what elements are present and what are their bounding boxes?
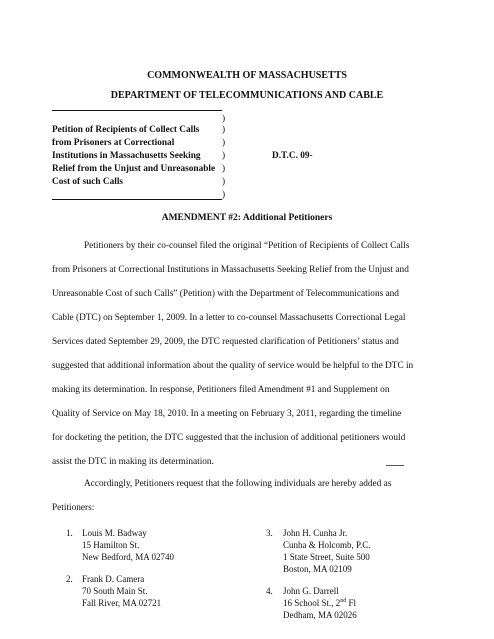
petitioner-city: Dedham, MA 02026 (283, 610, 357, 620)
petitioner-address (283, 598, 356, 609)
stray-mark (386, 465, 404, 466)
paragraph-line: for docketing the petition, the DTC suggested that the inclusion of additional petitioners would (52, 433, 406, 443)
caption-line: from Prisoners at Correctional (52, 138, 175, 148)
petitioner-address: 70 South Main St. (82, 586, 148, 596)
petitioner-city: Boston, MA 02109 (283, 564, 352, 574)
petitioner-city: Fall River, MA 02721 (82, 598, 162, 608)
petitioner-city: New Bedford, MA 02740 (82, 552, 174, 562)
petitioner-name: Louis M. Badway (82, 528, 147, 538)
paragraph-line: Cable (DTC) on September 1, 2009. In a letter to co-counsel Massachusetts Correctional Legal (52, 313, 406, 323)
petitioner-name: John H. Cunha Jr. (283, 528, 348, 538)
petitioner-name: John G. Darrell (283, 586, 339, 596)
caption-paren: ) (222, 164, 226, 174)
paragraph-line: from Prisoners at Correctional Institutions in Massachusetts Seeking Relief from the Unjust and (52, 265, 409, 275)
paragraph-line: assist the DTC in making its determination. (52, 457, 214, 467)
list-number: 3. (266, 528, 273, 538)
caption-line: Cost of such Calls (52, 177, 124, 187)
paragraph-line: Petitioners: (52, 503, 95, 513)
caption-paren: ) (222, 125, 226, 135)
document-title: AMENDMENT #2: Additional Petitioners (161, 213, 333, 223)
list-number: 4. (266, 586, 273, 596)
paragraph-line: Accordingly, Petitioners request that the following individuals are hereby added as (84, 479, 392, 489)
caption-paren: ) (222, 138, 226, 148)
caption-line: Petition of Recipients of Collect Calls (52, 125, 200, 135)
heading-commonwealth: COMMONWEALTH OF MASSACHUSETTS (147, 70, 347, 81)
list-number: 2. (66, 574, 73, 584)
caption-line: Relief from the Unjust and Unreasonable (52, 164, 216, 174)
paragraph-line: suggested that additional information about the quality of service would be helpful to the DTC in (52, 361, 414, 371)
paragraph-line: Quality of Service on May 18, 2010. In a meeting on February 3, 2011, regarding the timeline (52, 409, 402, 419)
caption-line: Institutions in Massachusetts Seeking (52, 151, 201, 161)
caption-bottom-rule (52, 199, 222, 200)
paragraph-line: Unreasonable Cost of such Calls” (Petition) with the Department of Telecommunications and (52, 289, 399, 299)
caption-top-rule (52, 110, 222, 111)
petitioner-firm: Cunha & Holcomb, P.C. (283, 540, 371, 550)
petitioner-address: 1 State Street, Suite 500 (283, 552, 370, 562)
ordinal-suffix: nd (340, 598, 347, 604)
petitioner-address: 15 Hamilton St. (82, 540, 140, 550)
caption-paren: ) (222, 114, 226, 124)
address-text: 16 School St., 2 (283, 598, 341, 608)
caption-paren: ) (222, 190, 226, 200)
caption-paren: ) (222, 177, 226, 187)
paragraph-line: Petitioners by their co-counsel filed the original “Petition of Recipients of Collect Calls (84, 241, 410, 251)
floor-text: Fl (346, 598, 357, 608)
list-number: 1. (66, 528, 73, 538)
paragraph-line: making its determination. In response, Petitioners filed Amendment #1 and Supplement on (52, 385, 390, 395)
caption-paren: ) (222, 151, 226, 161)
docket-number: D.T.C. 09- (272, 151, 313, 161)
petitioner-name: Frank D. Camera (82, 574, 145, 584)
paragraph-line: Services dated September 29, 2009, the DTC requested clarification of Petitioners’ status and (52, 337, 399, 347)
heading-department: DEPARTMENT OF TELECOMMUNICATIONS AND CABLE (110, 90, 384, 101)
